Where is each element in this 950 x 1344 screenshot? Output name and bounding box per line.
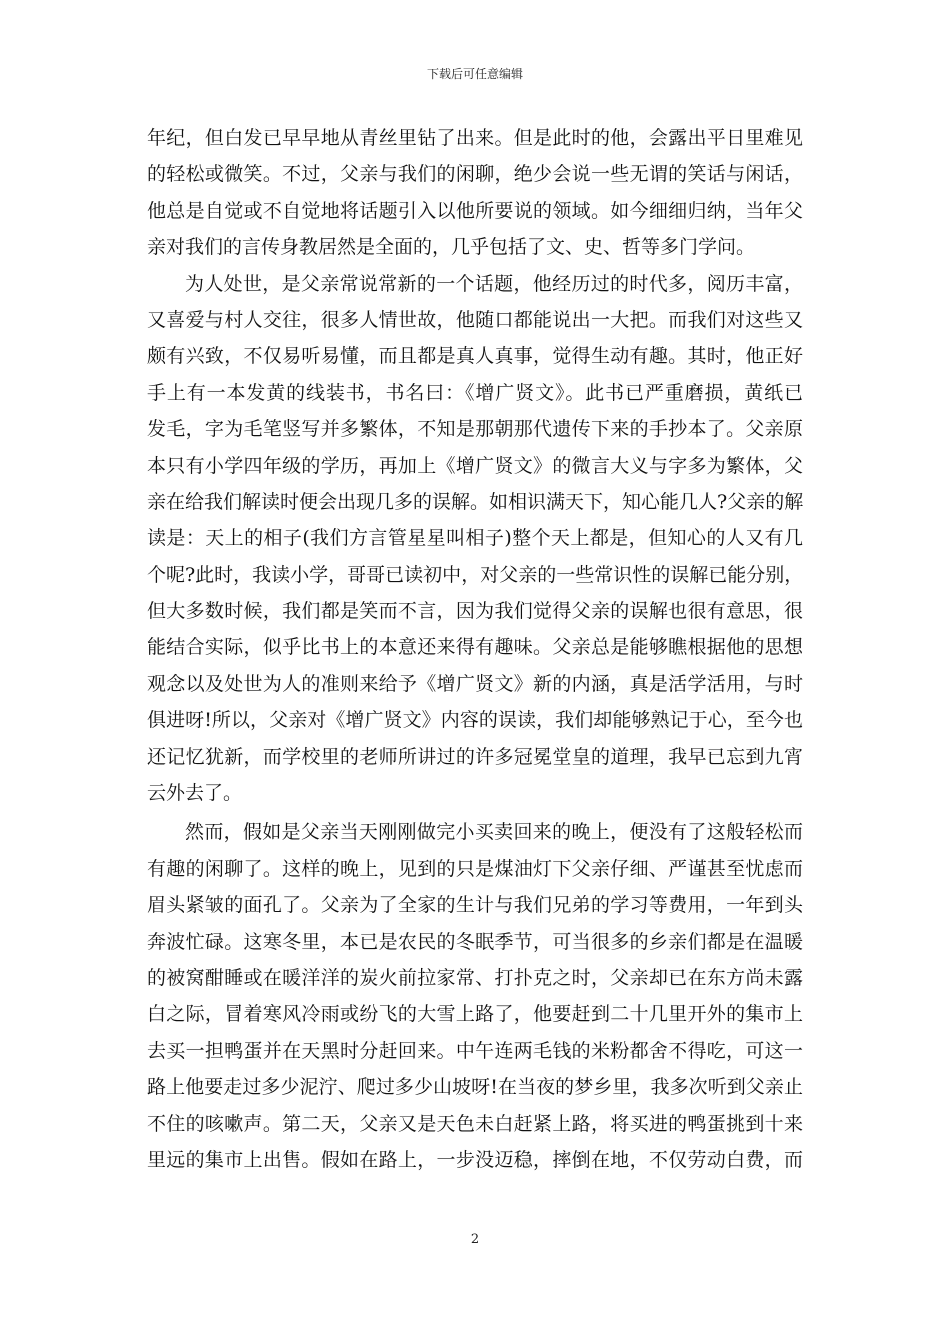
- paragraph-1-line-2: 的轻松或微笑。不过，父亲与我们的闲聊，绝少会说一些无谓的笑话与闲话，: [147, 163, 803, 186]
- paragraph-3-line-3: 眉头紧皱的面孔了。父亲为了全家的生计与我们兄弟的学习等费用，一年到头: [147, 894, 803, 917]
- paragraph-1-line-3: 他总是自觉或不自觉地将话题引入以他所要说的领域。如今细细归纳，当年父: [147, 199, 803, 222]
- paragraph-3-line-6: 白之际，冒着寒风冷雨或纷飞的大雪上路了，他要赶到二十几里开外的集市上: [147, 1003, 803, 1026]
- paragraph-3-line-7: 去买一担鸭蛋并在天黑时分赶回来。中午连两毛钱的米粉都舍不得吃，可这一: [147, 1039, 803, 1062]
- paragraph-3-line-1: 然而，假如是父亲当天刚刚做完小买卖回来的晚上，便没有了这般轻松而: [185, 821, 803, 844]
- paragraph-2-line-12: 观念以及处世为人的准则来给予《增广贤文》新的内涵，真是活学活用，与时: [147, 672, 803, 695]
- document-body: [147, 120, 803, 1178]
- paragraph-2-line-7: 亲在给我们解读时便会出现几多的误解。如相识满天下，知心能几人?父亲的解: [147, 490, 804, 513]
- paragraph-3-line-4: 奔波忙碌。这寒冬里，本已是农民的冬眠季节，可当很多的乡亲们都是在温暖: [147, 930, 803, 953]
- paragraph-2-line-8: 读是：天上的相子(我们方言管星星叫相子)整个天上都是，但知心的人又有几: [147, 527, 803, 550]
- paragraph-2-line-2: 又喜爱与村人交往，很多人情世故，他随口都能说出一大把。而我们对这些又: [147, 308, 803, 331]
- paragraph-2-line-4: 手上有一本发黄的线装书，书名曰：《增广贤文》。此书已严重磨损，黄纸已: [147, 381, 803, 404]
- paragraph-2-line-15: 云外去了。: [147, 782, 243, 805]
- paragraph-3-line-5: 的被窝酣睡或在暖洋洋的炭火前拉家常、打扑克之时，父亲却已在东方尚未露: [147, 966, 803, 989]
- paragraph-1-line-4: 亲对我们的言传身教居然是全面的，几乎包括了文、史、哲等多门学问。: [147, 236, 756, 259]
- paragraph-3-line-2: 有趣的闲聊了。这样的晚上，见到的只是煤油灯下父亲仔细、严谨甚至忧虑而: [147, 857, 803, 880]
- paragraph-2-line-14: 还记忆犹新，而学校里的老师所讲过的许多冠冕堂皇的道理，我早已忘到九宵: [147, 745, 803, 768]
- paragraph-2-line-3: 颇有兴致，不仅易听易懂，而且都是真人真事，觉得生动有趣。其时，他正好: [147, 345, 803, 368]
- paragraph-2-line-11: 能结合实际，似乎比书上的本意还来得有趣味。父亲总是能够瞧根据他的思想: [147, 636, 803, 659]
- paragraph-2-line-13: 俱进呀!所以，父亲对《增广贤文》内容的误读，我们却能够熟记于心，至今也: [147, 709, 803, 732]
- paragraph-2-line-9: 个呢?此时，我读小学，哥哥已读初中，对父亲的一些常识性的误解已能分别，: [147, 563, 804, 586]
- page-header: 下载后可任意编辑: [426, 67, 523, 81]
- paragraph-2-line-1: 为人处世，是父亲常说常新的一个话题，他经历过的时代多，阅历丰富，: [185, 272, 803, 295]
- paragraph-3-line-9: 不住的咳嗽声。第二天，父亲又是天色未白赶紧上路，将买进的鸭蛋挑到十来: [147, 1112, 803, 1135]
- paragraph-3-line-8: 路上他要走过多少泥泞、爬过多少山坡呀!在当夜的梦乡里，我多次听到父亲止: [147, 1076, 803, 1099]
- paragraph-1-line-1: 年纪，但白发已早早地从青丝里钻了出来。但是此时的他，会露出平日里难见: [147, 127, 803, 149]
- paragraph-3-line-10: 里远的集市上出售。假如在路上，一步没迈稳，摔倒在地，不仅劳动白费，而: [147, 1148, 803, 1171]
- paragraph-2-line-5: 发毛，字为毛笔竖写并多繁体，不知是那朝那代遗传下来的手抄本了。父亲原: [147, 418, 803, 441]
- page-number: 2: [470, 1232, 480, 1247]
- paragraph-2-line-10: 但大多数时候，我们都是笑而不言，因为我们觉得父亲的误解也很有意思，很: [147, 600, 803, 623]
- paragraph-2-line-6: 本只有小学四年级的学历，再加上《增广贤文》的微言大义与字多为繁体，父: [147, 454, 803, 477]
